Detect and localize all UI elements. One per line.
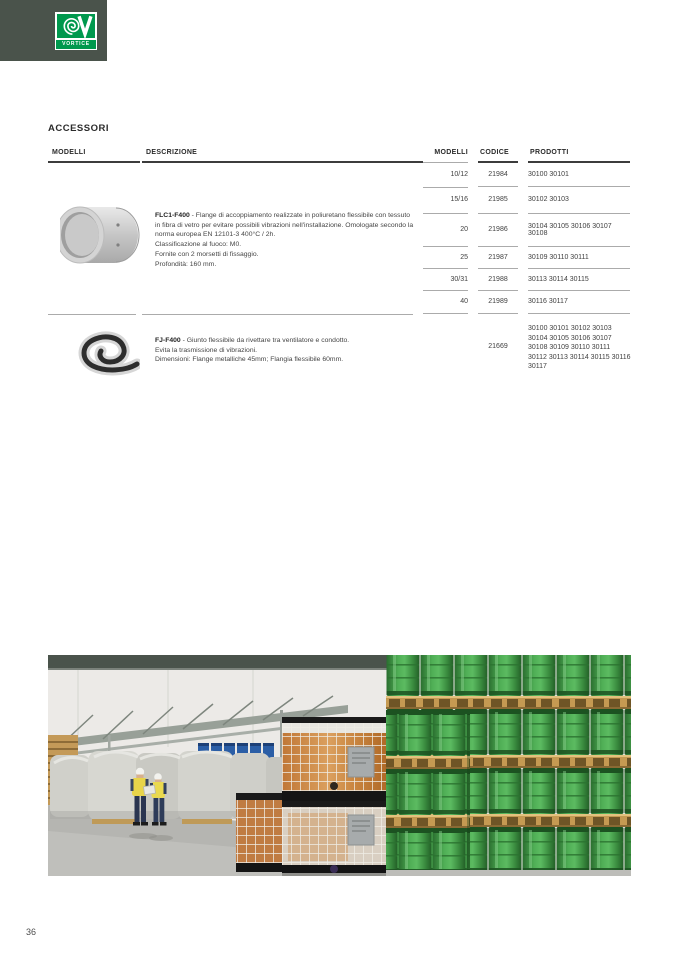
cell-codice: 21987: [478, 246, 518, 269]
table-row: [423, 214, 630, 247]
cell-modello: 20: [423, 213, 468, 247]
logo-spiral-icon: [55, 12, 97, 40]
column-header-modelli-left: MODELLI: [52, 149, 86, 156]
product-name: FLC1-F400: [155, 212, 190, 219]
description-line: Profondità: 160 mm.: [155, 260, 217, 268]
brand-band: [0, 0, 107, 61]
cell-codice: 21985: [478, 186, 518, 214]
table-row: [423, 247, 630, 269]
description-line: Classificazione al fuoco: M0.: [155, 241, 242, 249]
page-number: 36: [26, 927, 37, 937]
column-header-codice: CODICE: [480, 149, 510, 156]
cell-codice: 21989: [478, 290, 518, 314]
description-line: Dimensioni: Flange metalliche 45mm; Flangia flessibile 60mm.: [155, 356, 344, 364]
description-line: Evita la trasmissione di vibrazioni.: [155, 346, 257, 354]
table-row: [423, 187, 630, 214]
product-image-flange: [60, 203, 140, 272]
section-divider: [48, 314, 136, 315]
warehouse-photo: [48, 655, 631, 876]
cell-prodotti: 30102 30103: [528, 186, 630, 214]
product-description: [155, 211, 417, 269]
product-intro: - Flange di accoppiamento realizzate in poliuretano flessibile con tessuto in fibra di vetro per evitare possibili vibrazioni nell'installazione. Omologate secondo la norma europea EN 12101-3 400°C / 2h.: [155, 212, 414, 239]
cell-prodotti: 30100 30101 30102 30103 30104 30105 30106 30107 30108 30109 30110 30111 30112 30113 30114 30115 30116 30117: [528, 325, 631, 371]
cell-codice: 21984: [478, 162, 518, 187]
table-row: [423, 163, 630, 187]
header-rule: [142, 161, 423, 163]
cell-prodotti: 30104 30105 30106 30107 30108: [528, 213, 630, 247]
cell-modello: 25: [423, 246, 468, 269]
cell-codice: 21986: [478, 213, 518, 247]
column-header-prodotti: PRODOTTI: [530, 149, 569, 156]
section-divider: [142, 314, 413, 315]
header-rule: [48, 161, 140, 163]
cell-modello: 10/12: [423, 162, 468, 188]
vortice-logo: [55, 12, 97, 50]
model-rows: [423, 163, 630, 314]
table-row: [423, 269, 630, 291]
product-image-flexible-joint: [60, 321, 140, 384]
cell-prodotti: 30116 30117: [528, 290, 630, 314]
table-row: [423, 291, 630, 314]
product-intro: - Giunto flessibile da rivettare tra ventilatore e condotto.: [180, 337, 350, 344]
cell-modello: 15/16: [423, 186, 468, 214]
logo-wordmark: VORTICE: [55, 40, 97, 50]
page-title: ACCESSORI: [48, 123, 109, 134]
column-header-modelli-right: MODELLI: [434, 149, 468, 156]
column-header-descrizione: DESCRIZIONE: [146, 149, 198, 156]
cell-prodotti: 30109 30110 30111: [528, 246, 630, 269]
cell-codice: 21669: [488, 343, 508, 350]
cell-prodotti: 30100 30101: [528, 162, 630, 187]
cell-prodotti: 30113 30114 30115: [528, 268, 630, 291]
cell-codice: 21988: [478, 268, 518, 291]
cell-modello: 30/31: [423, 268, 468, 291]
product-description: [155, 336, 417, 365]
accessories-table: [48, 147, 630, 397]
product-name: FJ-F400: [155, 337, 181, 344]
description-line: Fornite con 2 morsetti di fissaggio.: [155, 250, 259, 258]
cell-modello: 40: [423, 290, 468, 314]
